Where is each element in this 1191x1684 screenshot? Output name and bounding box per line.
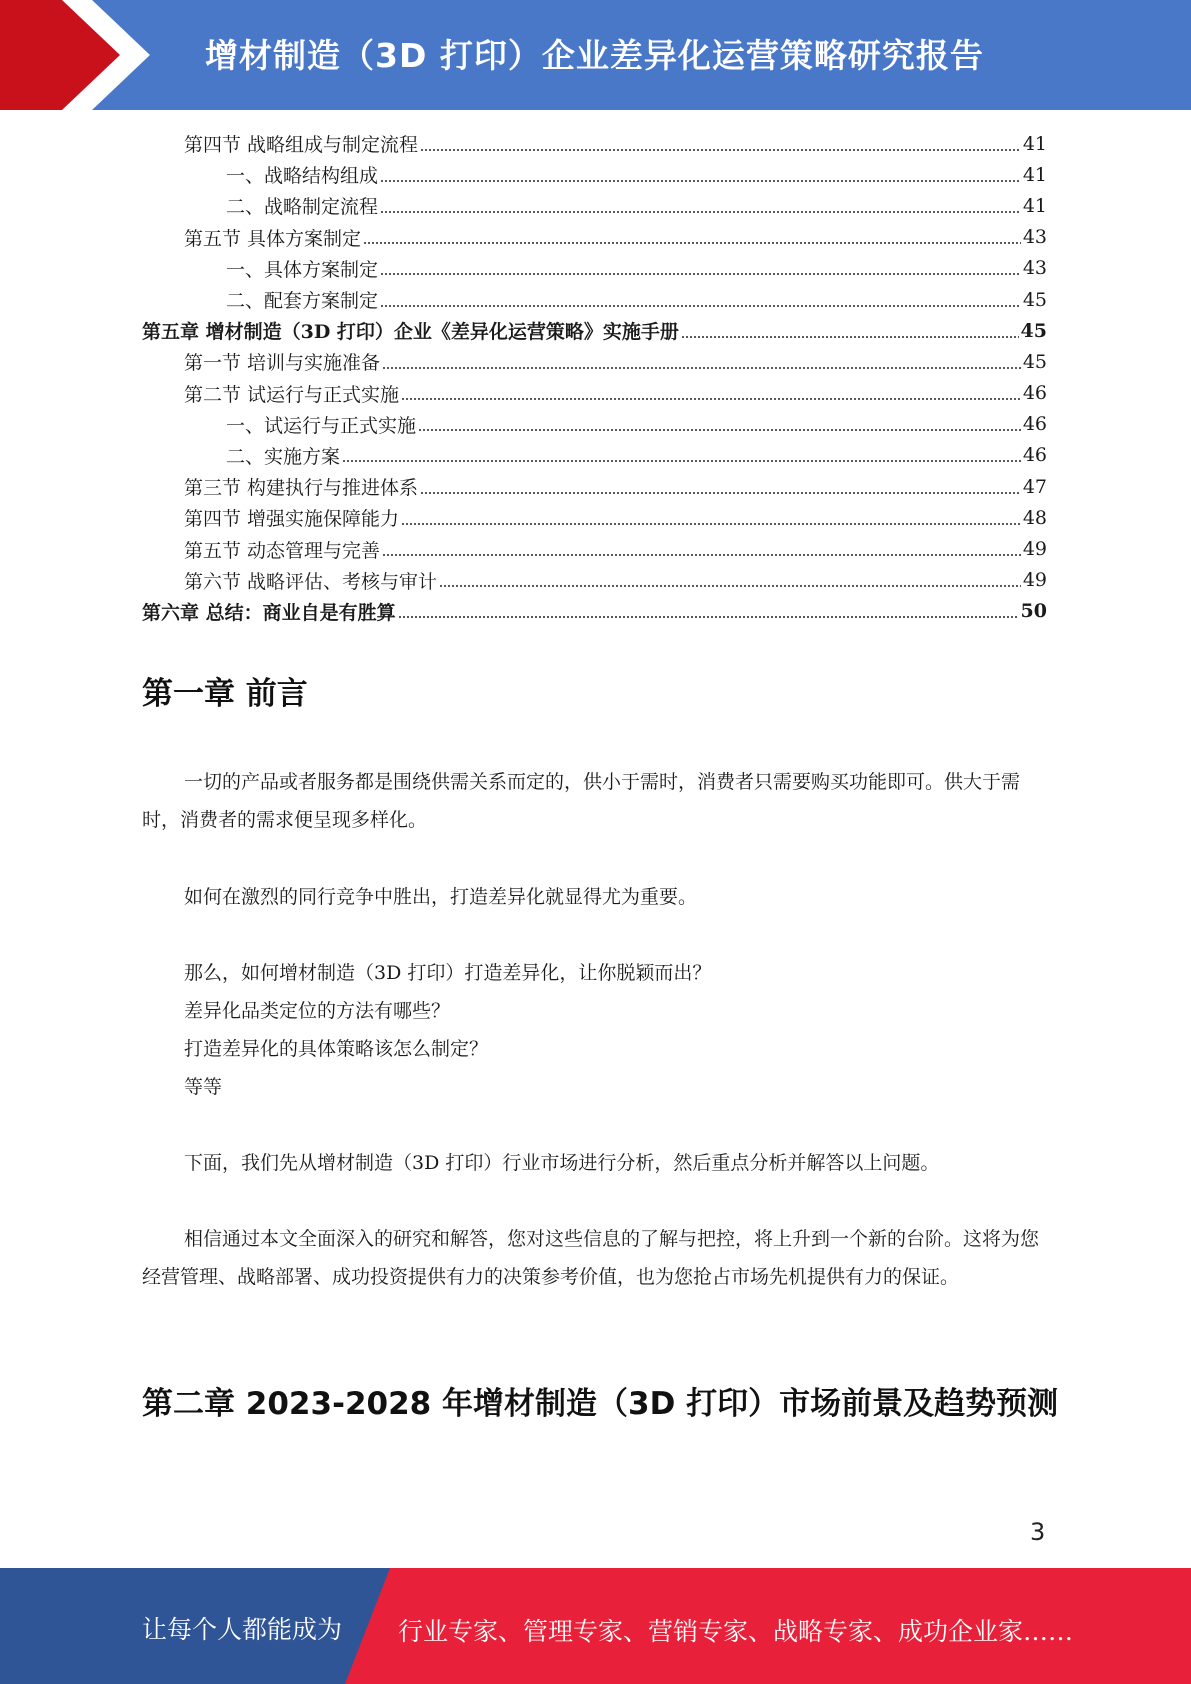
footer-slogan-right: 行业专家、管理专家、营销专家、战略专家、成功企业家…… bbox=[398, 1617, 1074, 1646]
toc-entry[interactable] bbox=[142, 565, 1047, 596]
toc-entry-page: 46 bbox=[1022, 444, 1047, 467]
toc-entry[interactable] bbox=[142, 128, 1047, 159]
toc-entry-title: 第五节 动态管理与完善 bbox=[184, 539, 381, 562]
toc-leader-dots bbox=[382, 554, 1021, 556]
toc-leader-dots bbox=[380, 180, 1021, 182]
chapter-1-heading: 第一章 前言 bbox=[142, 676, 308, 712]
toc-entry-page: 46 bbox=[1022, 413, 1047, 436]
toc-entry-title: 第二节 试运行与正式实施 bbox=[184, 383, 400, 406]
toc-entry-page: 47 bbox=[1022, 475, 1047, 498]
toc-entry[interactable] bbox=[142, 159, 1047, 190]
toc-leader-dots bbox=[420, 149, 1021, 151]
toc-leader-dots bbox=[398, 616, 1019, 618]
toc-leader-dots bbox=[380, 305, 1021, 307]
toc-entry-title: 第四节 增强实施保障能力 bbox=[184, 508, 400, 531]
question-1: 那么，如何增材制造（3D 打印）打造差异化，让你脱颖而出？ bbox=[184, 962, 712, 984]
toc-entry-page: 41 bbox=[1022, 163, 1047, 186]
toc-entry[interactable] bbox=[142, 222, 1047, 253]
toc-entry-page: 45 bbox=[1020, 319, 1047, 342]
paragraph-1: 一切的产品或者服务都是围绕供需关系而定的，供小于需时，消费者只需要购买功能即可。供大于需时，消费者的需求便呈现多样化。 bbox=[142, 771, 1021, 831]
toc-leader-dots bbox=[380, 211, 1021, 213]
toc-entry-page: 48 bbox=[1022, 506, 1047, 529]
toc-entry[interactable] bbox=[142, 409, 1047, 440]
toc-entry-page: 46 bbox=[1022, 382, 1047, 405]
page-header bbox=[0, 0, 1191, 110]
chapter-2-heading: 第二章 2023-2028 年增材制造（3D 打印）市场前景及趋势预测 bbox=[142, 1386, 1059, 1422]
toc-leader-dots bbox=[382, 367, 1021, 369]
toc-entry[interactable] bbox=[142, 440, 1047, 471]
question-3: 打造差异化的具体策略该怎么制定？ bbox=[184, 1038, 489, 1060]
toc-entry[interactable] bbox=[142, 284, 1047, 315]
toc-leader-dots bbox=[681, 336, 1019, 338]
toc-leader-dots bbox=[439, 585, 1021, 587]
page-footer bbox=[0, 1568, 1191, 1684]
paragraph-4: 相信通过本文全面深入的研究和解答，您对这些信息的了解与把控，将上升到一个新的台阶。这将为您经营管理、战略部署、成功投资提供有力的决策参考价值，也为您抢占市场先机提供有力的保证。 bbox=[142, 1228, 1040, 1288]
toc-entry-title: 二、战略制定流程 bbox=[226, 196, 379, 219]
toc-entry[interactable] bbox=[142, 346, 1047, 377]
toc-leader-dots bbox=[418, 429, 1021, 431]
toc-entry[interactable] bbox=[142, 533, 1047, 564]
toc-entry-title: 第四节 战略组成与制定流程 bbox=[184, 134, 419, 157]
toc-entry-title: 第六节 战略评估、考核与审计 bbox=[184, 570, 438, 593]
table-of-contents bbox=[142, 128, 1047, 627]
toc-leader-dots bbox=[401, 523, 1021, 525]
toc-entry-page: 45 bbox=[1022, 350, 1047, 373]
question-4: 等等 bbox=[184, 1076, 223, 1098]
toc-entry[interactable] bbox=[142, 596, 1047, 627]
toc-entry-page: 49 bbox=[1022, 538, 1047, 561]
toc-entry-title: 一、具体方案制定 bbox=[226, 258, 379, 281]
toc-entry-page: 49 bbox=[1022, 569, 1047, 592]
toc-entry-title: 第三节 构建执行与推进体系 bbox=[184, 477, 419, 500]
toc-entry-page: 45 bbox=[1022, 288, 1047, 311]
toc-entry-title: 二、实施方案 bbox=[226, 445, 341, 468]
toc-entry[interactable] bbox=[142, 315, 1047, 346]
toc-leader-dots bbox=[342, 460, 1021, 462]
toc-entry[interactable] bbox=[142, 190, 1047, 221]
paragraph-2: 如何在激烈的同行竞争中胜出，打造差异化就显得尤为重要。 bbox=[184, 886, 698, 908]
toc-entry-page: 50 bbox=[1020, 600, 1047, 623]
toc-entry[interactable] bbox=[142, 253, 1047, 284]
toc-entry-page: 41 bbox=[1022, 132, 1047, 155]
report-title: 增材制造（3D 打印）企业差异化运营策略研究报告 bbox=[205, 36, 984, 75]
toc-entry-title: 一、试运行与正式实施 bbox=[226, 414, 417, 437]
toc-leader-dots bbox=[420, 492, 1021, 494]
toc-entry[interactable] bbox=[142, 378, 1047, 409]
toc-leader-dots bbox=[363, 242, 1021, 244]
page-number: 3 bbox=[1030, 1518, 1046, 1546]
paragraph-3: 下面，我们先从增材制造（3D 打印）行业市场进行分析，然后重点分析并解答以上问题。 bbox=[184, 1152, 940, 1174]
toc-entry-page: 41 bbox=[1022, 194, 1047, 217]
toc-entry-page: 43 bbox=[1022, 226, 1047, 249]
toc-entry-page: 43 bbox=[1022, 257, 1047, 280]
toc-entry[interactable] bbox=[142, 471, 1047, 502]
toc-entry-title: 第六章 总结：商业自是有胜算 bbox=[142, 601, 396, 624]
toc-entry[interactable] bbox=[142, 502, 1047, 533]
toc-entry-title: 一、战略结构组成 bbox=[226, 165, 379, 188]
toc-entry-title: 第五节 具体方案制定 bbox=[184, 227, 362, 250]
toc-entry-title: 二、配套方案制定 bbox=[226, 290, 379, 313]
question-2: 差异化品类定位的方法有哪些？ bbox=[184, 1000, 451, 1022]
toc-leader-dots bbox=[380, 273, 1021, 275]
toc-entry-title: 第一节 培训与实施准备 bbox=[184, 352, 381, 375]
footer-slogan-left: 让每个人都能成为 bbox=[142, 1615, 343, 1644]
toc-leader-dots bbox=[401, 398, 1021, 400]
toc-entry-title: 第五章 增材制造（3D 打印）企业《差异化运营策略》实施手册 bbox=[142, 321, 679, 344]
